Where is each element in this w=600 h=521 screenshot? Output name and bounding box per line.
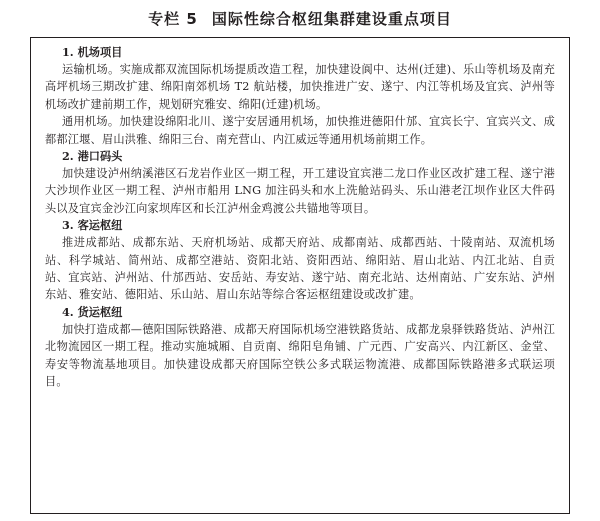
column-heading: 国际性综合枢纽集群建设重点项目 bbox=[211, 10, 452, 28]
paragraph-transport-airports: 运输机场。实施成都双流国际机场提质改造工程，加快建设阆中、达州(迁建)、乐山等机场及南充高坪机场三期改扩建、绵阳南郊机场 T2 航站楼，加快推进广安、遂宁、内江等机场及宜宾、泸州等机场改扩建前期工作，规划研究雅安、绵阳(迁建)机场。 bbox=[45, 63, 555, 111]
paragraph-freight-hubs: 加快打造成都—德阳国际铁路港、成都天府国际机场空港铁路货站、成都龙泉驿铁路货站、泸州江北物流园区一期工程。推动实施城厢、自贡南、绵阳皂角铺、广元西、广安高兴、内江新区、金堂、寿安等物流基地项目。加快建设成都天府国际空铁公多式联运物流港、成都国际铁路港多式联运项目。 bbox=[45, 322, 555, 389]
section-heading-airports: 1. 机场项目 bbox=[62, 45, 123, 59]
section-heading-ports: 2. 港口码头 bbox=[62, 149, 123, 164]
section-heading-freight-hubs: 4. 货运枢纽 bbox=[62, 304, 123, 319]
column-title bbox=[0, 8, 600, 29]
paragraph-ports: 加快建设泸州纳溪港区石龙岩作业区一期工程，开工建设宜宾港二龙口作业区改扩建工程、遂宁港大沙坝作业区一期工程、泸州市船用 LNG 加注码头和水上洗舱站码头、乐山港老江坝作业区大件码头以及宜宾金沙江向家坝库区和长江泸州金鸡渡公共锚地等项目。 bbox=[45, 167, 555, 215]
column-box bbox=[30, 37, 570, 514]
paragraph-passenger-hubs: 推进成都站、成都东站、天府机场站、成都天府站、成都南站、成都西站、十陵南站、双流机场站、科学城站、简州站、成都空港站、资阳北站、资阳西站、绵阳站、眉山北站、内江北站、自贡站、宜宾站、泸州站、什邡西站、安岳站、寿安站、遂宁站、南充北站、达州南站、广安东站、泸州东站、雅安站、德阳站、乐山站、眉山东站等综合客运枢纽建设或改扩建。 bbox=[45, 236, 555, 302]
section-heading-passenger-hubs: 3. 客运枢纽 bbox=[62, 218, 123, 233]
paragraph-general-airports: 通用机场。加快建设绵阳北川、遂宁安居通用机场，加快推进德阳什邡、宜宾长宁、宜宾兴文、成都都江堰、眉山洪雅、绵阳三台、南充营山、内江威远等通用机场前期工作。 bbox=[45, 115, 555, 146]
column-label: 专栏 5 bbox=[148, 10, 198, 28]
